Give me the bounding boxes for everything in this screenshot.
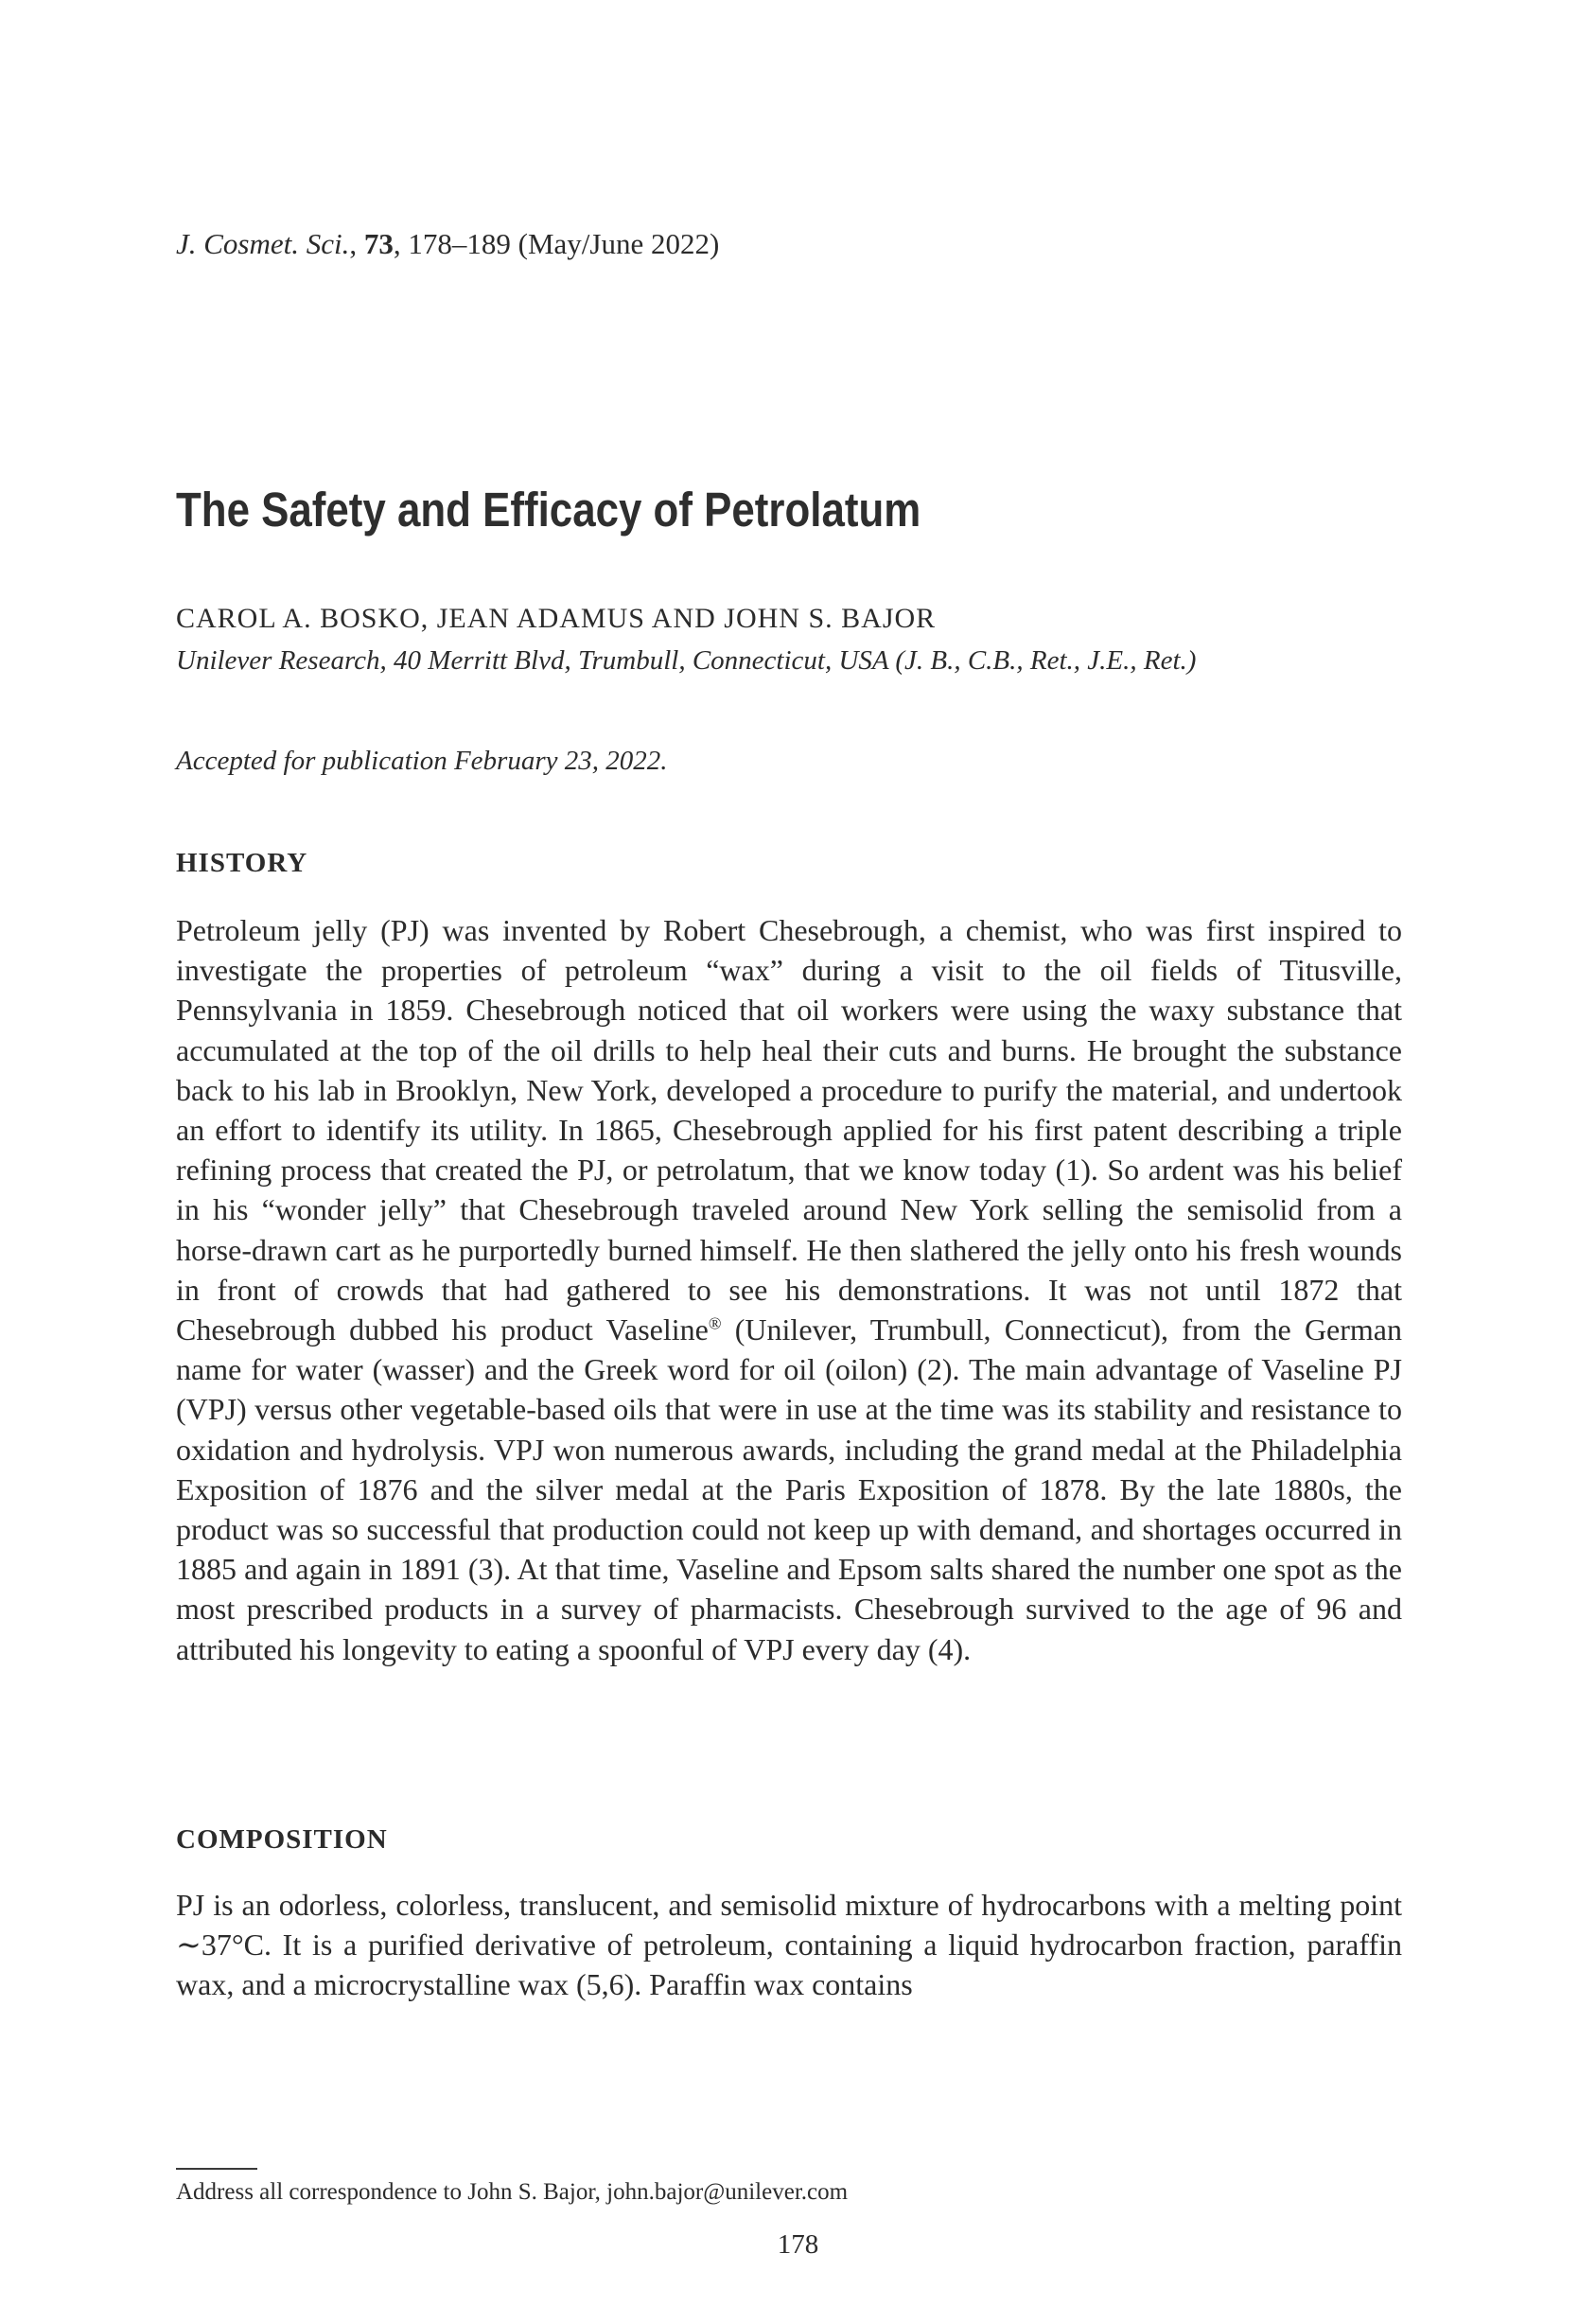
citation-pages-date: , 178–189 (May/June 2022) [393,227,720,260]
history-text-part1: Petroleum jelly (PJ) was invented by Robert Chesebrough, a chemist, who was first inspired to investigate the properties of petroleum “wax” during a visit to the oil fields of Titusville, Pennsylvania in 1859. Chesebrough noticed that oil workers were using the waxy substance that accumulated at the top of the oil drills to help heal their cuts and burns. He brought the substance back to his lab in Brooklyn, New York, developed a procedure to purify the material, and undertook an effort to identify its utility. In 1865, Chesebrough applied for his first patent describing a triple refining process that created the PJ, or petrolatum, that we know today (1). So ardent was his belief in his “wonder jelly” that Chesebrough traveled around New York selling the semisolid from a horse-drawn cart as he purportedly burned himself. He then slathered the jelly onto his fresh wounds in front of crowds that had gathered to see his demonstrations. It was not until 1872 that Chesebrough dubbed his product Vaseline [176,913,1402,1347]
footnote-divider [176,2168,257,2170]
composition-paragraph: PJ is an odorless, colorless, translucent, and semisolid mixture of hydrocarbons with a melting point ∼37°C. It is a purified derivative of petroleum, containing a liquid hydrocarbon fraction, paraffin wax, and a microcrystalline wax (5,6). Paraffin wax contains [176,1888,1402,2002]
page-number: 178 [777,2229,819,2260]
article-title: The Safety and Efficacy of Petrolatum [176,483,921,537]
section-heading-composition: COMPOSITION [176,1824,388,1855]
author-affiliation: Unilever Research, 40 Merritt Blvd, Trumbull, Connecticut, USA (J. B., C.B., Ret., J.E., Ret.) [176,645,1197,676]
history-paragraph [176,910,1402,1669]
citation-separator: , [349,227,364,260]
journal-name: J. Cosmet. Sci. [176,227,350,260]
history-text-part2: (Unilever, Trumbull, Connecticut), from the German name for water (wasser) and the Greek word for oil (oilon) (2). The main advantage of Vaseline PJ (VPJ) versus other vegetable-based oils that were in use at the time was its stability and resistance to oxidation and hydrolysis. VPJ won numerous awards, including the grand medal at the Philadelphia Exposition of 1876 and the silver medal at the Paris Exposition of 1878. By the late 1880s, the product was so successful that production could not keep up with demand, and shortages occurred in 1885 and again in 1891 (3). At that time, Vaseline and Epsom salts shared the number one spot as the most prescribed products in a survey of pharmacists. Chesebrough survived to the age of 96 and attributed his longevity to eating a spoonful of VPJ every day (4). [176,1312,1402,1666]
journal-volume: 73 [363,227,394,260]
accepted-date: Accepted for publication February 23, 2022. [176,746,668,776]
section-heading-history: HISTORY [176,848,308,878]
registered-mark: ® [708,1313,722,1333]
correspondence-footnote: Address all correspondence to John S. Bajor, john.bajor@unilever.com [176,2179,849,2205]
journal-citation [176,225,719,263]
article-authors: CAROL A. BOSKO, JEAN ADAMUS AND JOHN S. BAJOR [176,603,937,634]
